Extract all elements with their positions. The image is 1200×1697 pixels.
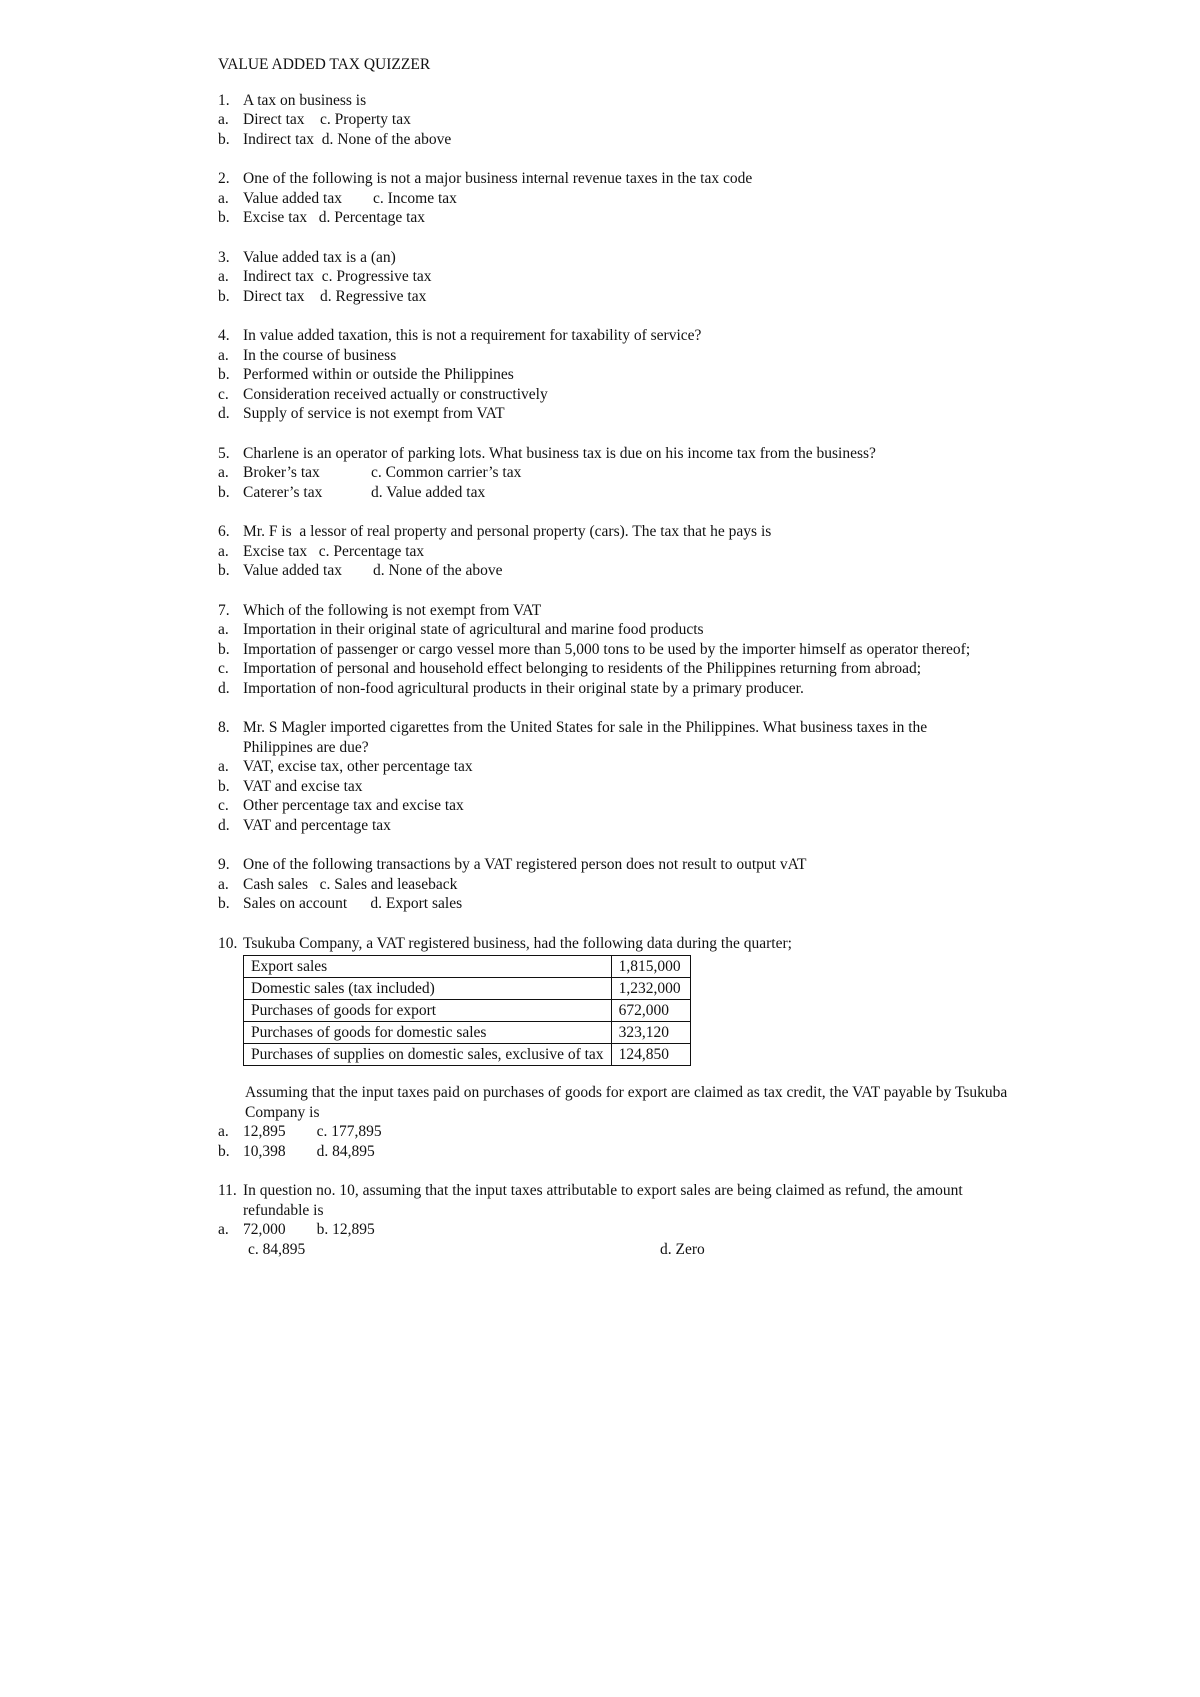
option-letter: b. bbox=[218, 895, 230, 912]
option-text: d. Value added tax bbox=[371, 483, 486, 501]
option-letter: a. bbox=[218, 189, 229, 207]
table-cell-label: Purchases of goods for export bbox=[244, 1000, 612, 1022]
option-letter: a. bbox=[218, 621, 229, 638]
option-letter: a. bbox=[218, 758, 229, 775]
table-cell-label: Domestic sales (tax included) bbox=[244, 978, 612, 1000]
question-assumption: Assuming that the input taxes paid on purchases of goods for export are claimed as tax credit, the VAT payable by Tsukuba Company is bbox=[245, 1084, 1008, 1121]
page-title: VALUE ADDED TAX QUIZZER bbox=[218, 56, 431, 73]
option-letter: a. bbox=[218, 268, 229, 285]
option-text: Excise tax c. Percentage tax bbox=[243, 542, 425, 560]
option-text: c. Common carrier’s tax bbox=[371, 464, 522, 481]
question-8 bbox=[218, 718, 1018, 835]
table-cell-label: Export sales bbox=[244, 956, 612, 978]
question-1 bbox=[218, 91, 1018, 150]
option-letter: c. bbox=[218, 797, 229, 814]
question-3 bbox=[218, 248, 1018, 307]
option-text: Importation of personal and household effect belonging to residents of the Philippines returning from abroad; bbox=[243, 660, 922, 677]
option-letter: b. bbox=[218, 209, 230, 226]
question-text: A tax on business is bbox=[243, 91, 367, 109]
table-cell-label: Purchases of goods for domestic sales bbox=[244, 1022, 612, 1044]
option-text: Direct tax c. Property tax bbox=[243, 111, 411, 128]
option-letter: a. bbox=[218, 1221, 229, 1238]
question-number: 1. bbox=[218, 91, 230, 109]
option-letter: a. bbox=[218, 346, 229, 364]
option-text: Performed within or outside the Philippines bbox=[243, 366, 514, 383]
question-10 bbox=[218, 934, 1018, 1162]
option-letter: b. bbox=[218, 777, 230, 795]
option-letter: c. bbox=[218, 385, 229, 403]
question-number: 7. bbox=[218, 601, 230, 619]
option-text: 10,398 d. 84,895 bbox=[243, 1142, 375, 1160]
question-text: One of the following is not a major business internal revenue taxes in the tax code bbox=[243, 170, 753, 187]
table-cell-amount: 124,850 bbox=[611, 1044, 690, 1066]
question-text: One of the following transactions by a VAT registered person does not result to output vAT bbox=[243, 856, 807, 873]
question-number: 4. bbox=[218, 327, 230, 344]
option-text: In the course of business bbox=[243, 346, 397, 364]
option-text: VAT and excise tax bbox=[243, 777, 363, 795]
option-text: Caterer’s tax bbox=[243, 483, 323, 501]
question-11 bbox=[218, 1181, 1018, 1259]
option-text: Direct tax d. Regressive tax bbox=[243, 287, 427, 305]
question-number: 10. bbox=[218, 934, 238, 952]
table-row bbox=[244, 978, 691, 1000]
question-number: 2. bbox=[218, 170, 230, 187]
question-9 bbox=[218, 855, 1018, 914]
option-text: Sales on account d. Export sales bbox=[243, 895, 463, 912]
option-text: Consideration received actually or constructively bbox=[243, 385, 548, 403]
option-text: Value added tax c. Income tax bbox=[243, 189, 457, 207]
option-letter: b. bbox=[218, 562, 230, 579]
question-6 bbox=[218, 522, 1018, 581]
option-text: VAT, excise tax, other percentage tax bbox=[243, 758, 473, 775]
question-2 bbox=[218, 169, 1018, 228]
question-4 bbox=[218, 326, 1018, 424]
option-text: Value added tax d. None of the above bbox=[243, 562, 503, 579]
option-text: Indirect tax d. None of the above bbox=[243, 130, 452, 148]
question-text: Which of the following is not exempt from VAT bbox=[243, 601, 542, 619]
question-number: 11. bbox=[218, 1182, 237, 1199]
option-text: Broker’s tax bbox=[243, 464, 320, 481]
option-letter: b. bbox=[218, 130, 230, 148]
question-text: Tsukuba Company, a VAT registered business, had the following data during the quarter; bbox=[243, 934, 792, 952]
option-letter: a. bbox=[218, 875, 229, 893]
option-text: Indirect tax c. Progressive tax bbox=[243, 268, 432, 285]
question-text: In value added taxation, this is not a requirement for taxability of service? bbox=[243, 327, 702, 344]
option-letter: d. bbox=[218, 405, 230, 422]
option-text: Importation in their original state of agricultural and marine food products bbox=[243, 621, 704, 638]
option-letter: a. bbox=[218, 464, 229, 481]
option-letter: d. bbox=[218, 816, 230, 834]
question-number: 9. bbox=[218, 856, 230, 873]
table-cell-amount: 672,000 bbox=[611, 1000, 690, 1022]
table-row bbox=[244, 1044, 691, 1066]
table-cell-amount: 1,815,000 bbox=[611, 956, 690, 978]
question-text: Value added tax is a (an) bbox=[243, 248, 396, 266]
option-text: VAT and percentage tax bbox=[243, 816, 391, 834]
question-text: Charlene is an operator of parking lots. What business tax is due on his income tax from the business? bbox=[243, 444, 876, 462]
option-text: 12,895 c. 177,895 bbox=[243, 1123, 382, 1140]
option-text: c. 84,895 bbox=[248, 1240, 306, 1258]
question-7 bbox=[218, 601, 1018, 699]
option-text: Other percentage tax and excise tax bbox=[243, 797, 464, 814]
question-5 bbox=[218, 444, 1018, 503]
table-cell-amount: 323,120 bbox=[611, 1022, 690, 1044]
question-number: 5. bbox=[218, 444, 230, 462]
question-number: 6. bbox=[218, 523, 230, 540]
option-text: Importation of passenger or cargo vessel more than 5,000 tons to be used by the importer himself as operator thereof; bbox=[243, 640, 971, 658]
question-text: Mr. S Magler imported cigarettes from the United States for sale in the Philippines. What business taxes in the Philippines are due? bbox=[243, 719, 928, 756]
quiz-document bbox=[218, 55, 1018, 1279]
option-text: Importation of non-food agricultural products in their original state by a primary producer. bbox=[243, 679, 804, 697]
question-number: 8. bbox=[218, 719, 230, 736]
option-letter: a. bbox=[218, 542, 229, 560]
option-text: Supply of service is not exempt from VAT bbox=[243, 405, 505, 422]
question-text: Mr. F is a lessor of real property and personal property (cars). The tax that he pays is bbox=[243, 523, 772, 540]
question-text: In question no. 10, assuming that the input taxes attributable to export sales are being claimed as refund, the amount refundable is bbox=[243, 1182, 963, 1219]
table-row bbox=[244, 956, 691, 978]
option-letter: b. bbox=[218, 287, 230, 305]
question-number: 3. bbox=[218, 248, 230, 266]
table-cell-label: Purchases of supplies on domestic sales, exclusive of tax bbox=[244, 1044, 612, 1066]
data-table bbox=[243, 955, 691, 1066]
option-letter: b. bbox=[218, 483, 230, 501]
table-cell-amount: 1,232,000 bbox=[611, 978, 690, 1000]
table-row bbox=[244, 1000, 691, 1022]
option-letter: b. bbox=[218, 640, 230, 658]
option-letter: a. bbox=[218, 111, 229, 128]
option-letter: c. bbox=[218, 660, 229, 677]
option-text: Cash sales c. Sales and leaseback bbox=[243, 875, 458, 893]
option-letter: b. bbox=[218, 1142, 230, 1160]
option-letter: a. bbox=[218, 1123, 229, 1140]
option-letter: d. bbox=[218, 679, 230, 697]
option-text: Excise tax d. Percentage tax bbox=[243, 209, 426, 226]
option-letter: b. bbox=[218, 366, 230, 383]
table-row bbox=[244, 1022, 691, 1044]
option-text: 72,000 b. 12,895 bbox=[243, 1221, 375, 1238]
option-text: d. Zero bbox=[660, 1240, 705, 1258]
